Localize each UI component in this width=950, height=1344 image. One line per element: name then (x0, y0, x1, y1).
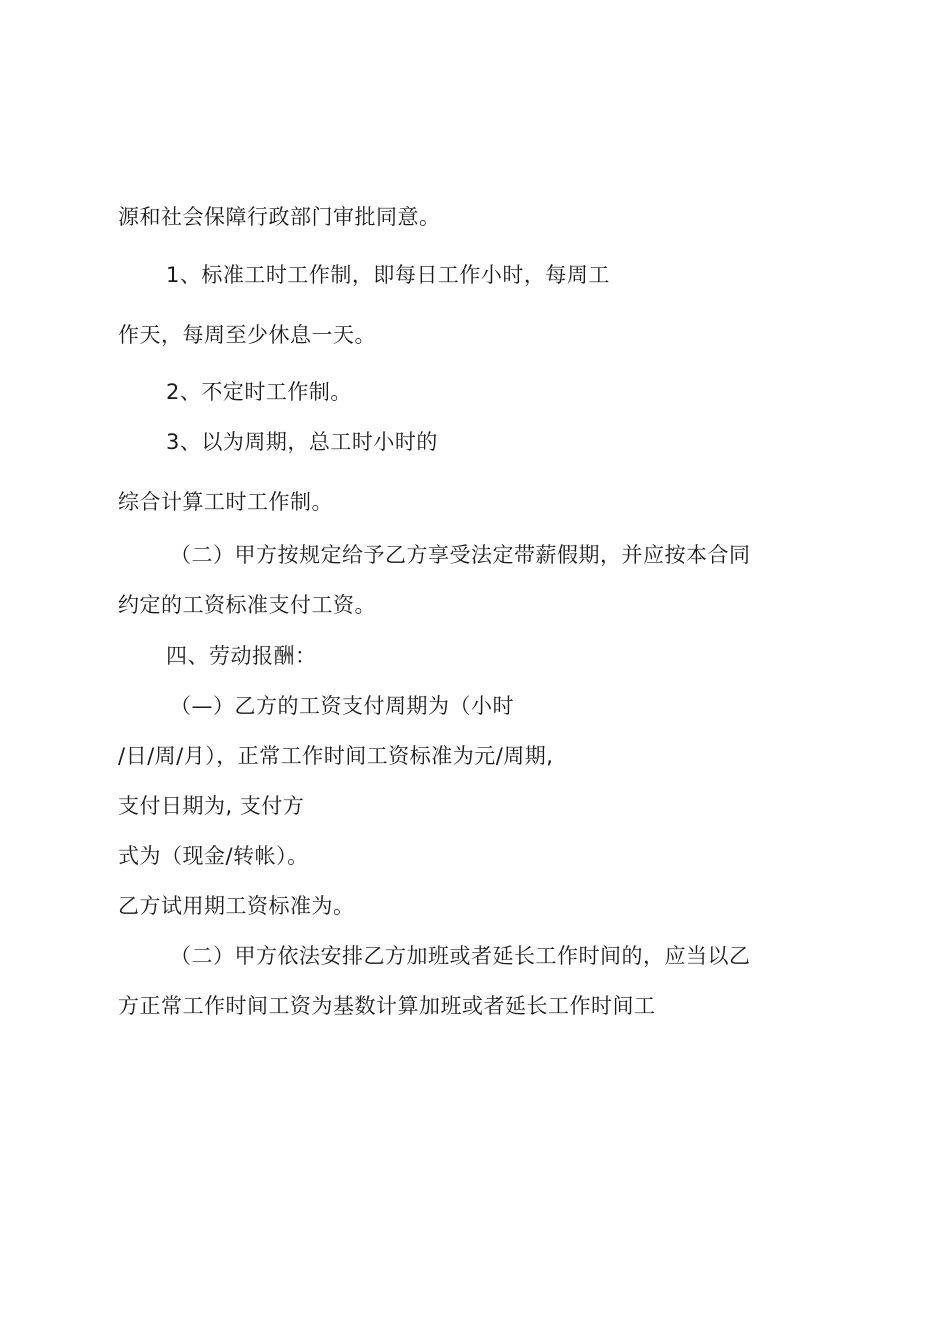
list-item-standard-hours: 1、标准工时工作制，即每日工作小时，每周工 (166, 263, 610, 287)
paragraph-line: 源和社会保障行政部门审批同意。 (118, 205, 441, 229)
paragraph-line: 式为（现金/转帐）。 (118, 844, 309, 868)
clause-overtime: （二）甲方依法安排乙方加班或者延长工作时间的，应当以乙 (170, 944, 751, 968)
paragraph-line: /日/周/月），正常工作时间工资标准为元/周期, (118, 744, 554, 768)
paragraph-line: 作天，每周至少休息一天。 (118, 323, 376, 347)
clause-wage-period: （—）乙方的工资支付周期为（小时 (170, 694, 514, 718)
list-item-comprehensive-hours: 3、以为周期，总工时小时的 (166, 430, 438, 454)
paragraph-line: 综合计算工时工作制。 (118, 490, 333, 514)
paragraph-line: 约定的工资标准支付工资。 (118, 593, 376, 617)
list-item-flexible-hours: 2、不定时工作制。 (166, 380, 352, 404)
section-heading-remuneration: 四、劳动报酬： (166, 644, 317, 668)
paragraph-line: 支付日期为, 支付方 (118, 794, 305, 818)
clause-paid-leave: （二）甲方按规定给予乙方享受法定带薪假期，并应按本合同 (170, 543, 751, 567)
paragraph-line: 方正常工作时间工资为基数计算加班或者延长工作时间工 (118, 994, 656, 1018)
paragraph-line: 乙方试用期工资标准为。 (118, 894, 355, 918)
